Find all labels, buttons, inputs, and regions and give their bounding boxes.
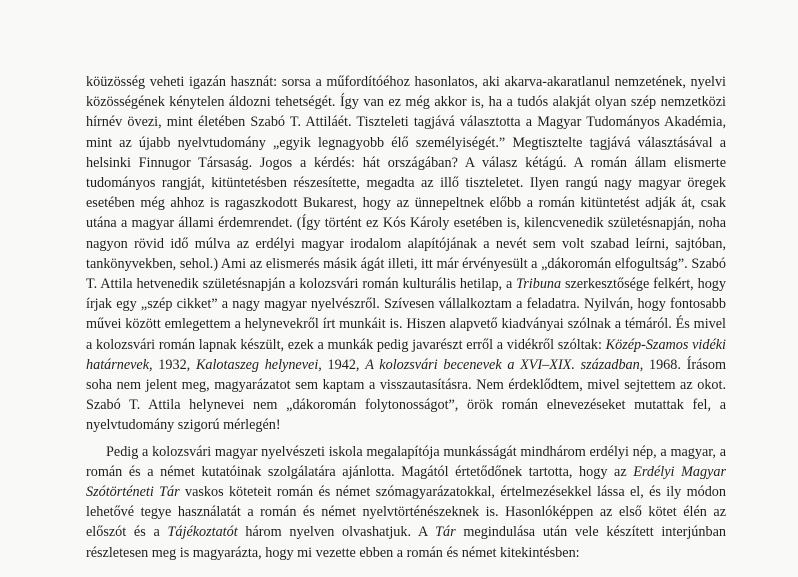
italic-title-szotorteneti-tar: Erdélyi Magyar Szótörténeti Tár bbox=[86, 463, 726, 501]
text-segment: három nyelven olvashatjuk. A bbox=[237, 524, 436, 541]
italic-title-tajekoztato: Tájékoztatót bbox=[167, 524, 238, 541]
text-segment: szerkesztősége felkért, hogy írjak egy „szép cikket” a nagy magyar nyelvészről. Szívesen vállalkoztam a feladatra. Nyilván, hogy fontosabb művei között emlegettem a helynevekről írt munkáit is. Hiszen alapvető kiadványai szólnak a témáról. És mivel a kolozsvári román lapnak készült, ezek a munkák pedig javarészt erről a vidékről szóltak: bbox=[86, 276, 726, 353]
italic-title-tar: Tár bbox=[435, 524, 456, 541]
body-text bbox=[86, 72, 726, 563]
paragraph-1 bbox=[86, 72, 726, 436]
italic-title-kalotaszeg: Kalotaszeg helynevei bbox=[195, 356, 319, 373]
italic-title-becenevek: A kolozsvári becenevek a XVI–XIX. században bbox=[365, 356, 640, 373]
italic-title-kozep-szamos: Közép-Szamos vidéki határnevek bbox=[86, 336, 726, 373]
text-segment: vaskos köteteit román és német szómagyarázatokkal, értelmezésekkel lássa el, és ily módon lehetővé tegye használatát a román és német nyelvtörténészeknek is. Hasonlóképpen az első kötet élén az előszót és a bbox=[86, 484, 726, 541]
text-segment: , 1942, bbox=[318, 356, 366, 373]
text-segment: Pedig a kolozsvári magyar nyelvészeti iskola megalapítója munkásságát mindhárom erdélyi nép, a magyar, a román és a német kutatóinak szolgálatára ajánlotta. Magától értetődőnek tartotta, hogy az bbox=[86, 443, 726, 480]
paragraph-2 bbox=[86, 442, 726, 563]
italic-title-tribuna: Tribuna bbox=[516, 276, 562, 293]
text-segment: megindulása után vele készített interjúnban részletesen meg is magyarázta, hogy mi vezette ebben a román és német kitekintésben: bbox=[86, 524, 726, 561]
text-segment: , 1932, bbox=[149, 356, 196, 373]
text-segment: köüzösség veheti igazán hasznát: sorsa a műfordítóéhoz hasonlatos, aki akarva-akaratlanul nemzetének, nyelvi közösségének kénytelen áldozni tehetségét. Így van ez még akkor is, ha a tudós alakját olyan szép nemzetközi hírnév övezi, mint életében Szabó T. Attiláét. Tiszteleti tagjává választotta a Magyar Tudományos Akadémia, mint az újabb nyelvtudomány „egyik legnagyobb élő személyiségét.” Megtisztelte tagjává választásával a helsinki Finnugor Társaság. Jogos a kérdés: hát országában? A válasz kétágú. A román állam elismerte tudományos rangját, kitüntetésben részesítette, megadta az illő tiszteletet. Ilyen rangú nagy magyar öregek esetében még ahhoz is ragaszkodott Bukarest, hogy az ünnepeltnek előbb a román kitüntetést adják át, csak utána a magyar állami érdemrendet. (Így történt ez Kós Károly esetében is, kilencvenedik születésnapján, noha nagyon rövid idő múlva az erdélyi magyar irodalom alapítójának a nevét sem volt szabad leírni, sajtóban, tankönyvekben, sehol.) Ami az elismerés másik ágát illeti, itt már érvényesült a „dákoromán elfogultság”. Szabó T. Attila hetvenedik születésnapján a kolozsvári román kulturális hetilap, a bbox=[86, 74, 726, 293]
text-segment: , 1968. Írásom soha nem jelent meg, magyarázatot sem kaptam a visszautasításra. Nem érdeklődtem, mivel sejtettem az okot. Szabó T. Attila helynevei nem „dákoromán folytonosságot”, örök román elnevezéseket mutattak fel, a nyelvtudomány szigorú mérlegén! bbox=[86, 356, 727, 434]
